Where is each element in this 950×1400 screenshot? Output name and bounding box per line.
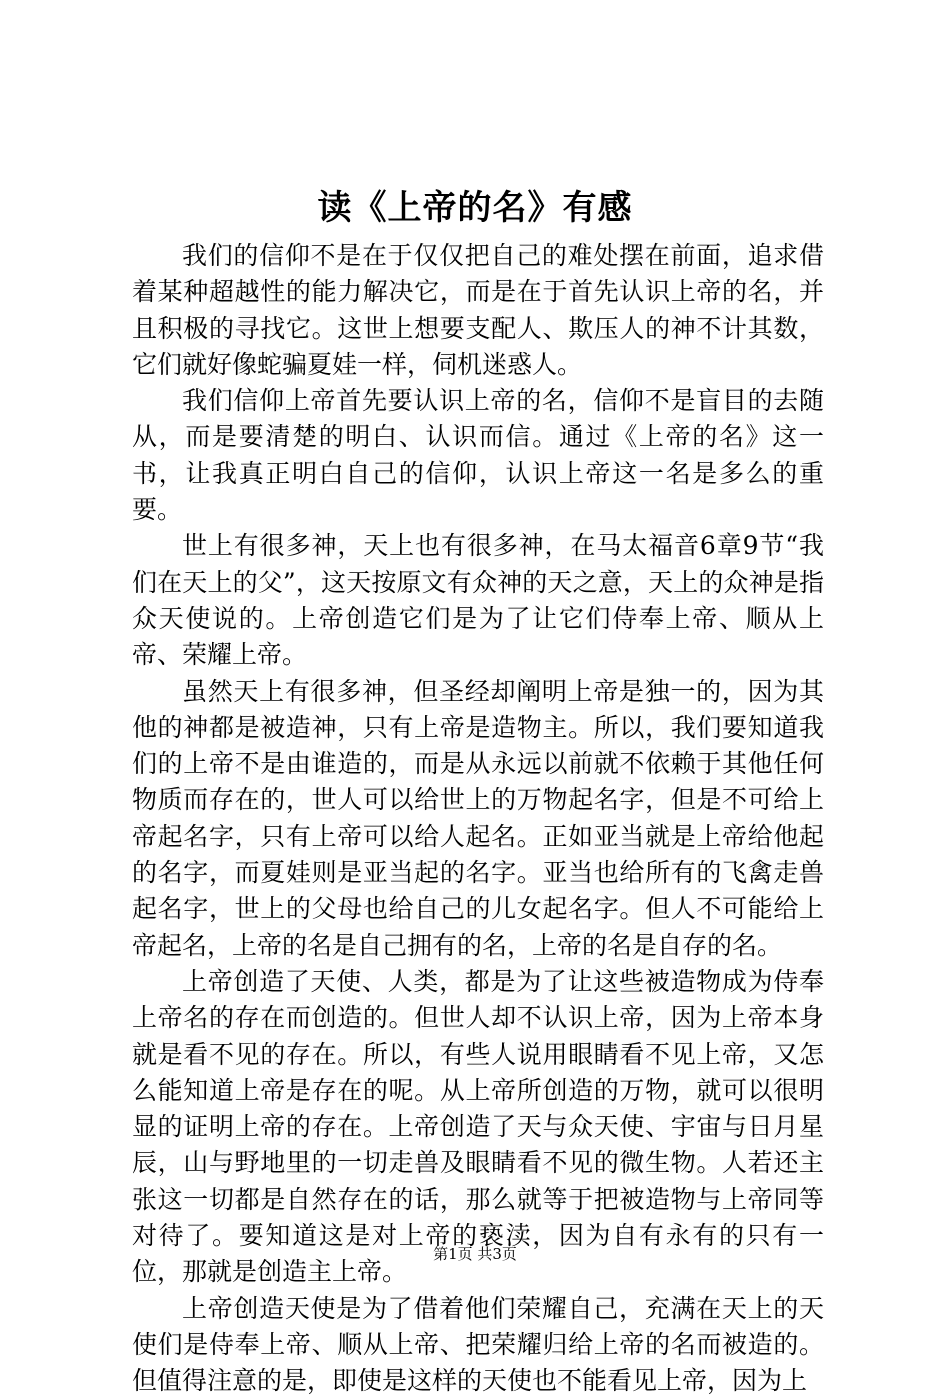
paragraph-3: 世上有很多神，天上也有很多神，在马太福音6章9节“我们在天上的父”，这天按原文有众神的天之意，天上的众神是指众天使说的。上帝创造它们是为了让它们侍奉上帝、顺从上帝、荣耀上帝。 [132, 531, 824, 670]
paragraph-4: 虽然天上有很多神，但圣经却阐明上帝是独一的，因为其他的神都是被造神，只有上帝是造物主。所以，我们要知道我们的上帝不是由谁造的，而是从永远以前就不依赖于其他任何物质而存在的，世人可以给世上的万物起名字，但是不可给上帝起名字，只有上帝可以给人起名。正如亚当就是上帝给他起的名字，而夏娃则是亚当起的名字。亚当也给所有的飞禽走兽起名字，世上的父母也给自己的儿女起名字。但人不可能给上帝起名，上帝的名是自己拥有的名，上帝的名是自存的名。 [132, 676, 824, 960]
document-title: 读《上帝的名》有感 [317, 188, 633, 228]
paragraph-5: 上帝创造了天使、人类，都是为了让这些被造物成为侍奉上帝名的存在而创造的。但世人却不认识上帝，因为上帝本身就是看不见的存在。所以，有些人说用眼睛看不见上帝，又怎么能知道上帝是存在的呢。从上帝所创造的万物，就可以很明显的证明上帝的存在。上帝创造了天与众天使、宇宙与日月星辰，山与野地里的一切走兽及眼睛看不见的微生物。人若还主张这一切都是自然存在的话，那么就等于把被造物与上帝同等对待了。要知道这是对上帝的亵渎，因为自有永有的只有一位，那就是创造主上帝。 [132, 966, 824, 1287]
paragraph-2: 我们信仰上帝首先要认识上帝的名，信仰不是盲目的去随从，而是要清楚的明白、认识而信。通过《上帝的名》这一书，让我真正明白自己的信仰，认识上帝这一名是多么的重要。 [132, 386, 824, 525]
page-number-footer: 第1页 共3页 [433, 1245, 517, 1263]
document-body [132, 238, 824, 1400]
paragraph-1: 我们的信仰不是在于仅仅把自己的难处摆在前面，追求借着某种超越性的能力解决它，而是在于首先认识上帝的名，并且积极的寻找它。这世上想要支配人、欺压人的神不计其数，它们就好像蛇骗夏娃一样，伺机迷惑人。 [132, 241, 824, 379]
paragraph-6: 上帝创造天使是为了借着他们荣耀自己，充满在天上的天使们是侍奉上帝、顺从上帝、把荣耀归给上帝的名而被造的。但值得注意的是，即使是这样的天使也不能看见上帝，因为上 [132, 1293, 824, 1396]
